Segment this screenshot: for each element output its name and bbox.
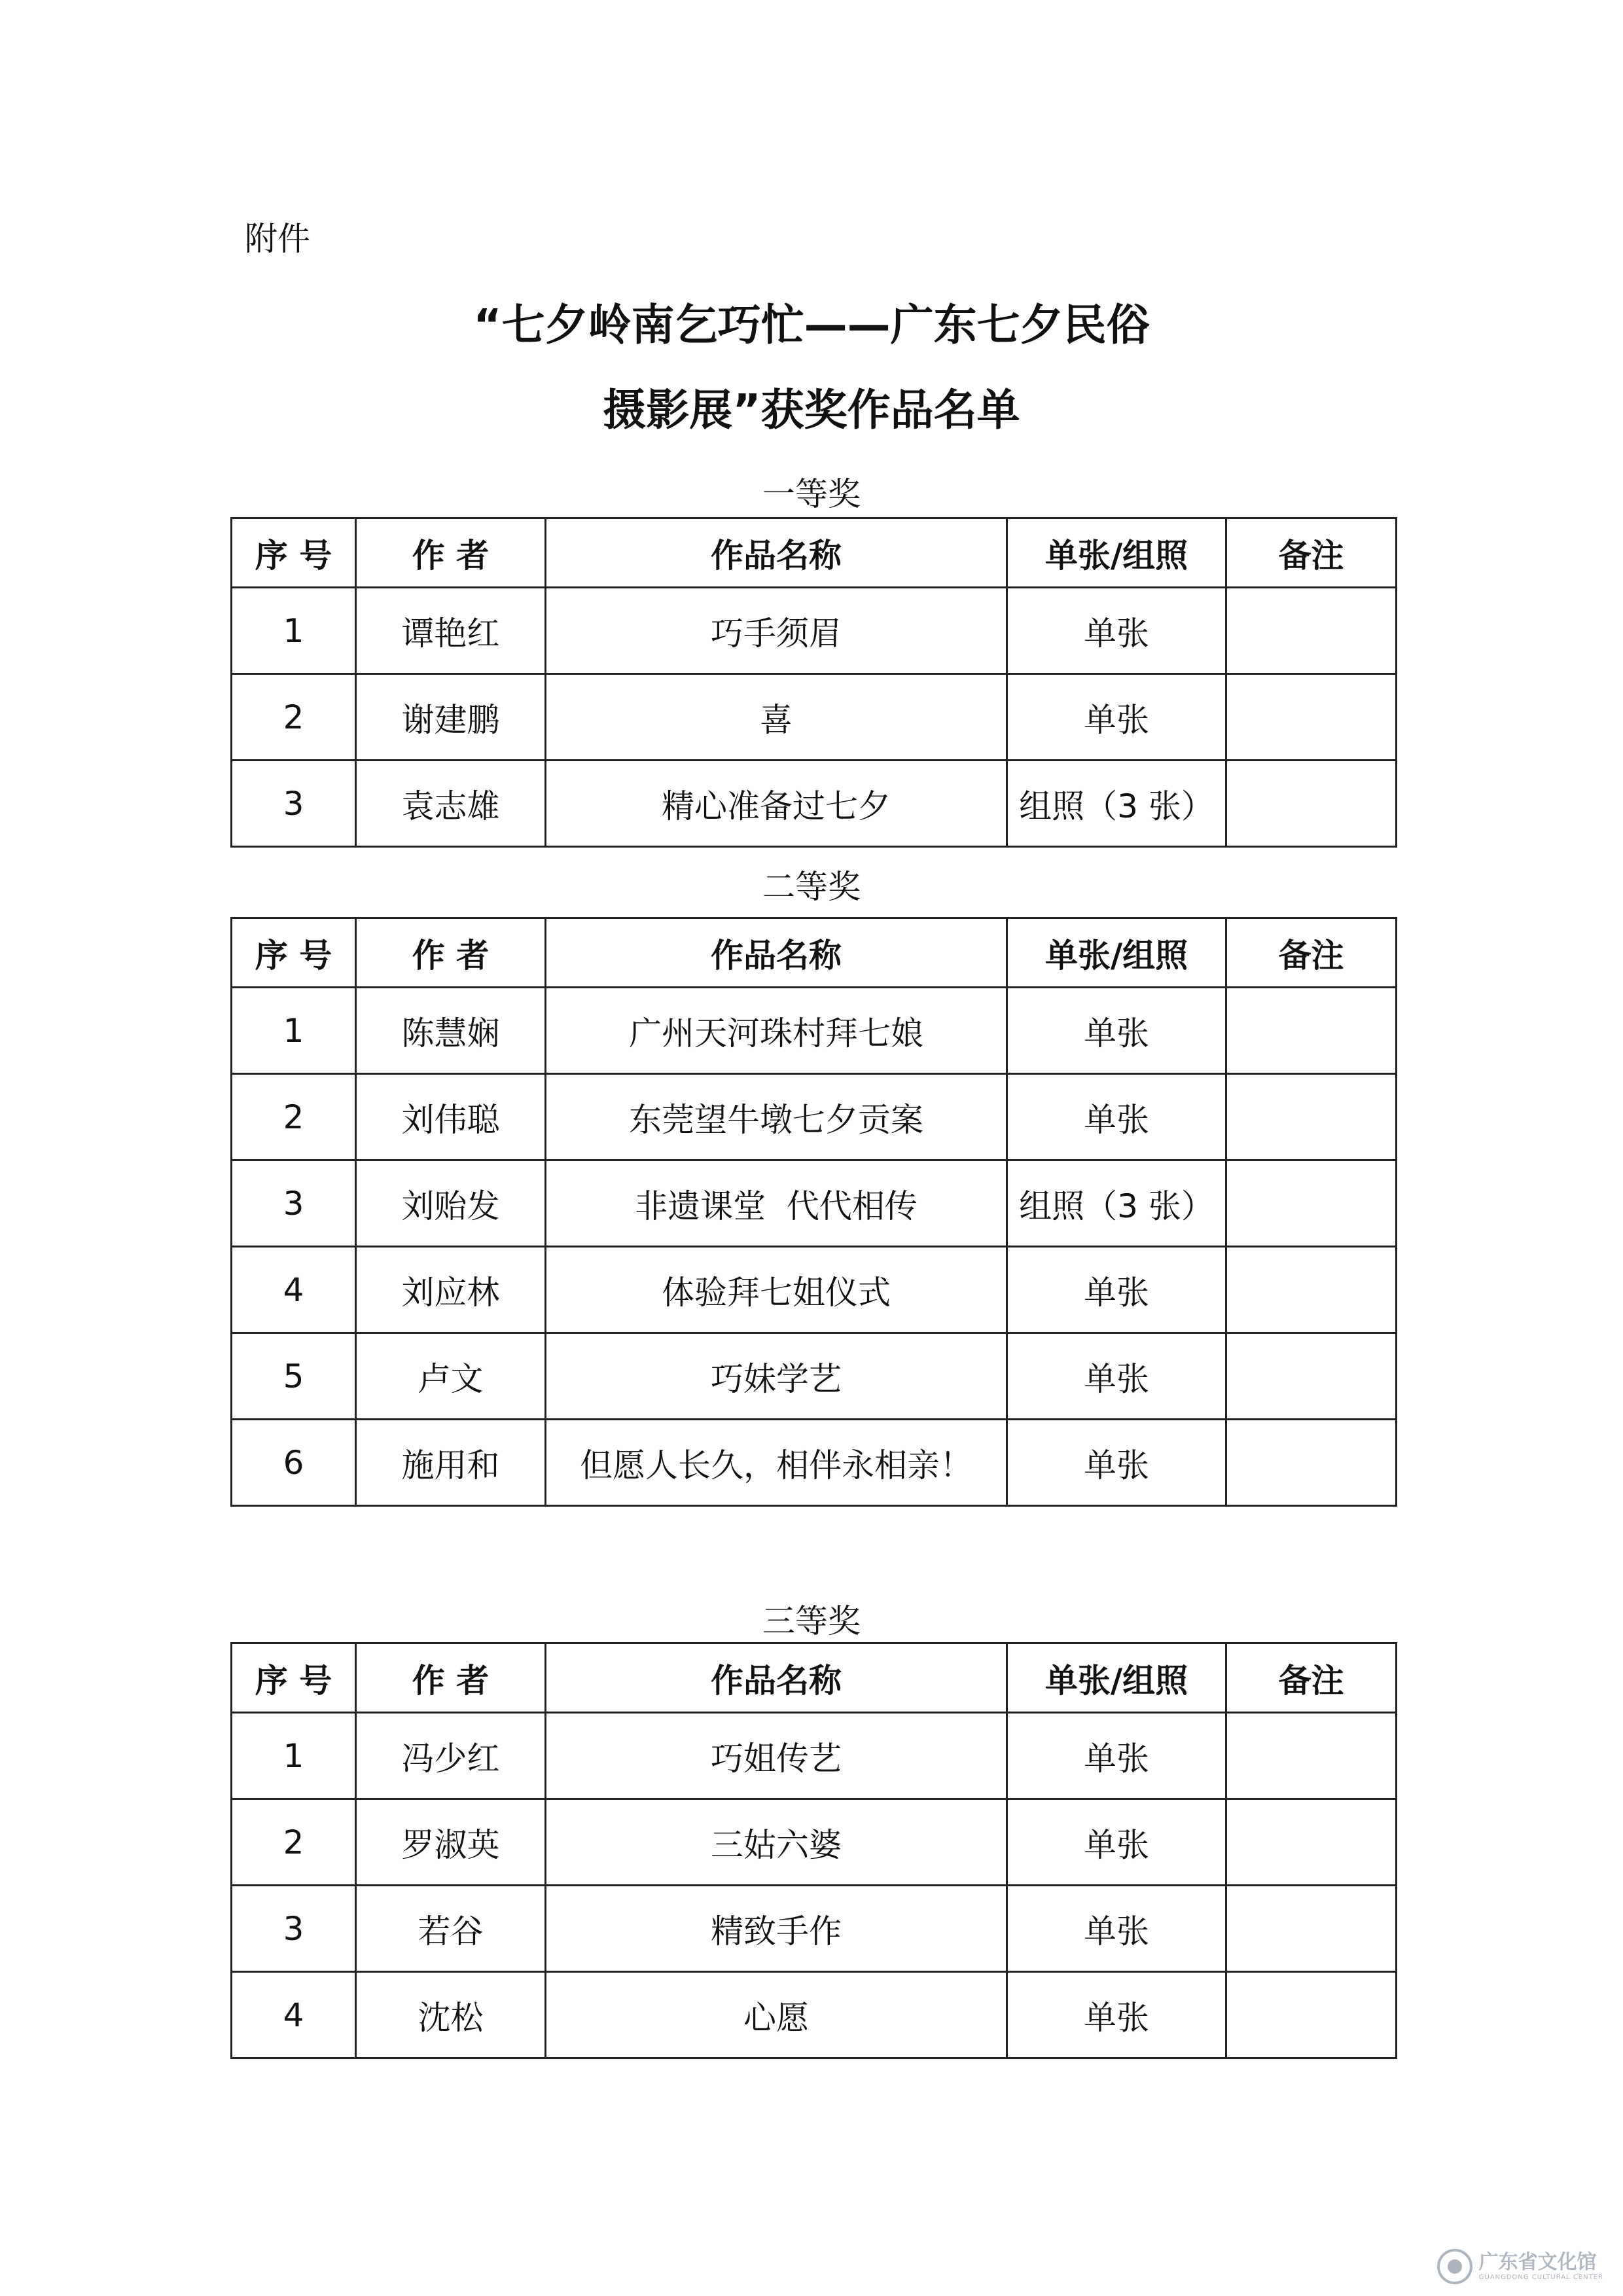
cell-note [1226, 1074, 1397, 1160]
cell-title: 精致手作 [546, 1886, 1007, 1972]
cell-title: 喜 [546, 674, 1007, 761]
header-note: 备注 [1226, 1643, 1397, 1713]
table-row [232, 1247, 1397, 1333]
table-row [232, 1886, 1397, 1972]
table-header-row [232, 918, 1397, 988]
header-author: 作 者 [356, 1643, 546, 1713]
cell-no: 3 [232, 761, 356, 847]
header-author: 作 者 [356, 518, 546, 588]
cell-author: 刘贻发 [356, 1160, 546, 1247]
table-row [232, 588, 1397, 674]
cell-note [1226, 1886, 1397, 1972]
table-row [232, 1972, 1397, 2058]
header-no: 序 号 [232, 518, 356, 588]
table-row [232, 674, 1397, 761]
table-row [232, 1713, 1397, 1799]
cell-author: 谭艳红 [356, 588, 546, 674]
cell-type: 组照（3 张） [1007, 1160, 1226, 1247]
header-title: 作品名称 [546, 918, 1007, 988]
cell-title: 三姑六婆 [546, 1799, 1007, 1886]
cell-author: 刘应林 [356, 1247, 546, 1333]
header-type: 单张/组照 [1007, 518, 1226, 588]
cell-type: 单张 [1007, 1333, 1226, 1420]
cell-title: 东莞望牛墩七夕贡案 [546, 1074, 1007, 1160]
cell-note [1226, 988, 1397, 1074]
attachment-label: 附件 [245, 220, 310, 258]
cell-type: 单张 [1007, 1074, 1226, 1160]
table-header-row [232, 1643, 1397, 1713]
cell-note [1226, 1247, 1397, 1333]
third-prize-table [230, 1642, 1397, 2059]
cell-title: 体验拜七姐仪式 [546, 1247, 1007, 1333]
watermark-subtext: GUANGDONG CULTURAL CENTER [1478, 2274, 1603, 2281]
table-row [232, 988, 1397, 1074]
cell-author: 施用和 [356, 1420, 546, 1506]
cell-type: 单张 [1007, 1972, 1226, 2058]
watermark-text-block [1479, 2251, 1603, 2282]
cell-note [1226, 1972, 1397, 2058]
cell-no: 5 [232, 1333, 356, 1420]
document-title-line-2: 摄影展”获奖作品名单 [603, 385, 1020, 435]
cell-note [1226, 1333, 1397, 1420]
watermark-text: 广东省文化馆 [1478, 2251, 1597, 2274]
table-row [232, 1333, 1397, 1420]
cell-no: 6 [232, 1420, 356, 1506]
cell-type: 单张 [1007, 588, 1226, 674]
table-row [232, 1799, 1397, 1886]
cell-title: 非遗课堂 代代相传 [546, 1160, 1007, 1247]
cell-no: 1 [232, 1713, 356, 1799]
cell-title: 广州天河珠村拜七娘 [546, 988, 1007, 1074]
cell-type: 单张 [1007, 1799, 1226, 1886]
header-title: 作品名称 [546, 1643, 1007, 1713]
section-label-third-prize: 三等奖 [762, 1602, 861, 1640]
cell-type: 单张 [1007, 988, 1226, 1074]
cell-author: 冯少红 [356, 1713, 546, 1799]
cell-note [1226, 1160, 1397, 1247]
cell-type: 组照（3 张） [1007, 761, 1226, 847]
cell-title: 巧妹学艺 [546, 1333, 1007, 1420]
header-note: 备注 [1226, 518, 1397, 588]
cell-no: 2 [232, 674, 356, 761]
header-type: 单张/组照 [1007, 918, 1226, 988]
cell-note [1226, 588, 1397, 674]
cell-author: 袁志雄 [356, 761, 546, 847]
watermark [1437, 2249, 1603, 2284]
cell-no: 1 [232, 988, 356, 1074]
cell-author: 陈慧娴 [356, 988, 546, 1074]
header-type: 单张/组照 [1007, 1643, 1226, 1713]
cell-title: 心愿 [546, 1972, 1007, 2058]
cell-type: 单张 [1007, 674, 1226, 761]
cell-note [1226, 1799, 1397, 1886]
cell-author: 沈松 [356, 1972, 546, 2058]
cell-type: 单张 [1007, 1886, 1226, 1972]
cultural-center-logo-icon [1437, 2249, 1472, 2284]
cell-author: 卢文 [356, 1333, 546, 1420]
header-title: 作品名称 [546, 518, 1007, 588]
first-prize-table [230, 517, 1397, 848]
document-title-line-1: “七夕岭南乞巧忙——广东七夕民俗 [473, 300, 1150, 350]
cell-type: 单张 [1007, 1247, 1226, 1333]
cell-title: 巧姐传艺 [546, 1713, 1007, 1799]
cell-type: 单张 [1007, 1713, 1226, 1799]
cell-no: 3 [232, 1886, 356, 1972]
header-no: 序 号 [232, 918, 356, 988]
header-note: 备注 [1226, 918, 1397, 988]
header-no: 序 号 [232, 1643, 356, 1713]
section-label-first-prize: 一等奖 [762, 475, 861, 513]
cell-note [1226, 761, 1397, 847]
table-row [232, 1074, 1397, 1160]
table-header-row [232, 518, 1397, 588]
cell-author: 刘伟聪 [356, 1074, 546, 1160]
cell-note [1226, 674, 1397, 761]
cell-no: 2 [232, 1074, 356, 1160]
table-row [232, 1160, 1397, 1247]
cell-no: 3 [232, 1160, 356, 1247]
cell-no: 2 [232, 1799, 356, 1886]
cell-type: 单张 [1007, 1420, 1226, 1506]
cell-author: 若谷 [356, 1886, 546, 1972]
cell-note [1226, 1420, 1397, 1506]
second-prize-table [230, 917, 1397, 1507]
cell-no: 4 [232, 1247, 356, 1333]
cell-note [1226, 1713, 1397, 1799]
cell-author: 罗淑英 [356, 1799, 546, 1886]
cell-title: 精心准备过七夕 [546, 761, 1007, 847]
cell-no: 1 [232, 588, 356, 674]
table-row [232, 761, 1397, 847]
cell-author: 谢建鹏 [356, 674, 546, 761]
table-row [232, 1420, 1397, 1506]
cell-title: 巧手须眉 [546, 588, 1007, 674]
header-author: 作 者 [356, 918, 546, 988]
cell-title: 但愿人长久，相伴永相亲！ [546, 1420, 1007, 1506]
cell-no: 4 [232, 1972, 356, 2058]
section-label-second-prize: 二等奖 [762, 868, 861, 906]
